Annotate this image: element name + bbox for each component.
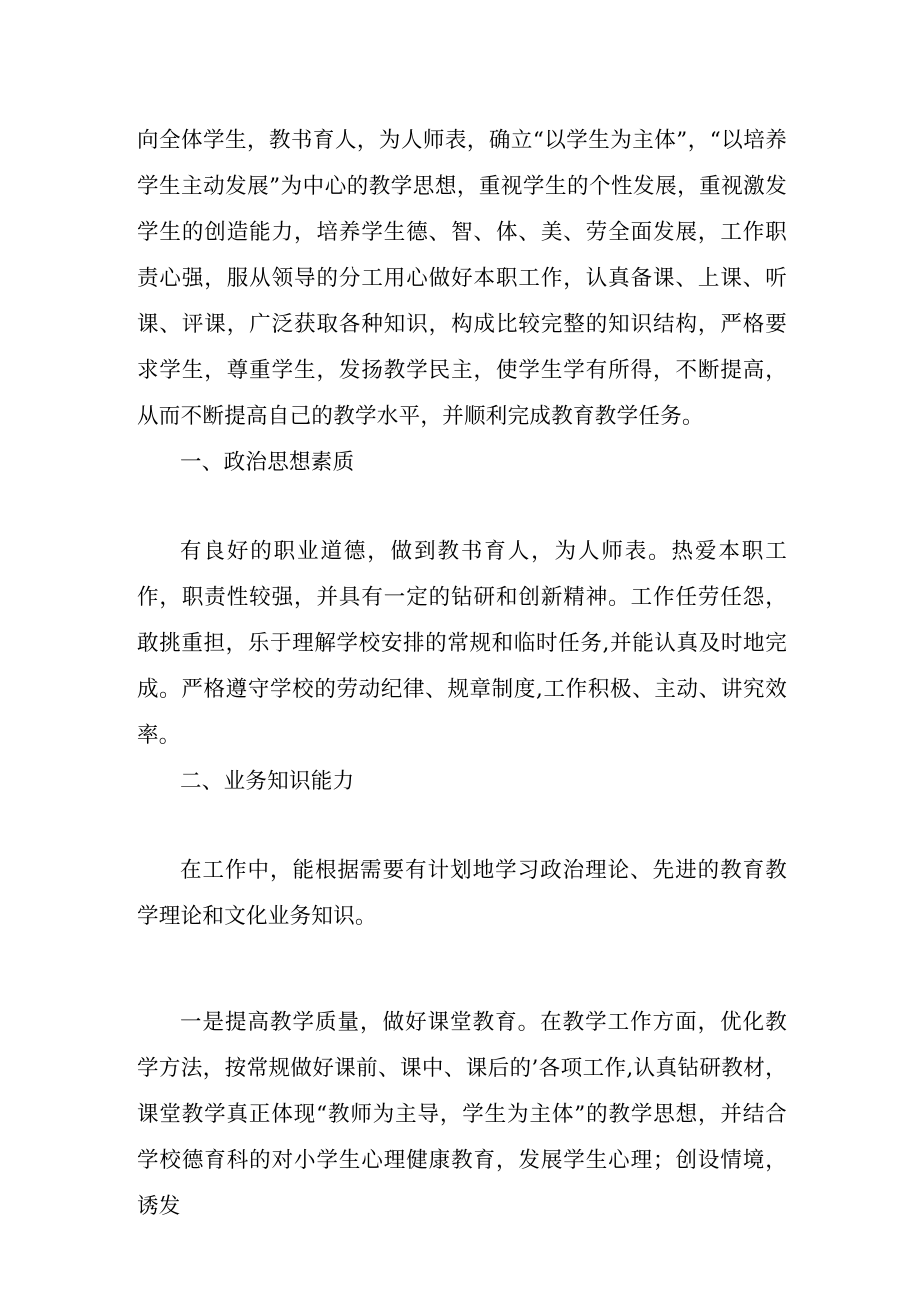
paragraph-political: 有良好的职业道德，做到教书育人，为人师表。热爱本职工作，职责性较强，并具有一定的钻研和创新精神。工作任劳任怨，敢挑重担，乐于理解学校安排的常规和临时任务,并能认真及时地完成。严格遵守学校的劳动纪律、规章制度,工作积极、主动、讲究效率。 <box>137 539 787 748</box>
document-page <box>137 118 787 1230</box>
paragraph-teaching-quality: 一是提高教学质量，做好课堂教育。在教学工作方面，优化教学方法，按常规做好课前、课中、课后的’各项工作,认真钻研教材，课堂教学真正体现“教师为主导，学生为主体”的教学思想，并结合学校德育科的对小学生心理健康教育，发展学生心理；创设情境，诱发 <box>137 1010 787 1219</box>
section-heading-professional: 二、业务知识能力 <box>180 769 355 794</box>
section-heading-political: 一、政治思想素质 <box>180 450 355 475</box>
paragraph-intro: 向全体学生，教书育人，为人师表，确立“以学生为主体”，“以培养学生主动发展”为中心的教学思想，重视学生的个性发展，重视激发学生的创造能力，培养学生德、智、体、美、劳全面发展，工作职责心强，服从领导的分工用心做好本职工作，认真备课、上课、听课、评课，广泛获取各种知识，构成比较完整的知识结构，严格要求学生，尊重学生，发扬教学民主，使学生学有所得，不断提高，从而不断提高自己的教学水平，并顺利完成教育教学任务。 <box>137 128 787 429</box>
paragraph-professional: 在工作中，能根据需要有计划地学习政治理论、先进的教育教学理论和文化业务知识。 <box>137 858 787 929</box>
